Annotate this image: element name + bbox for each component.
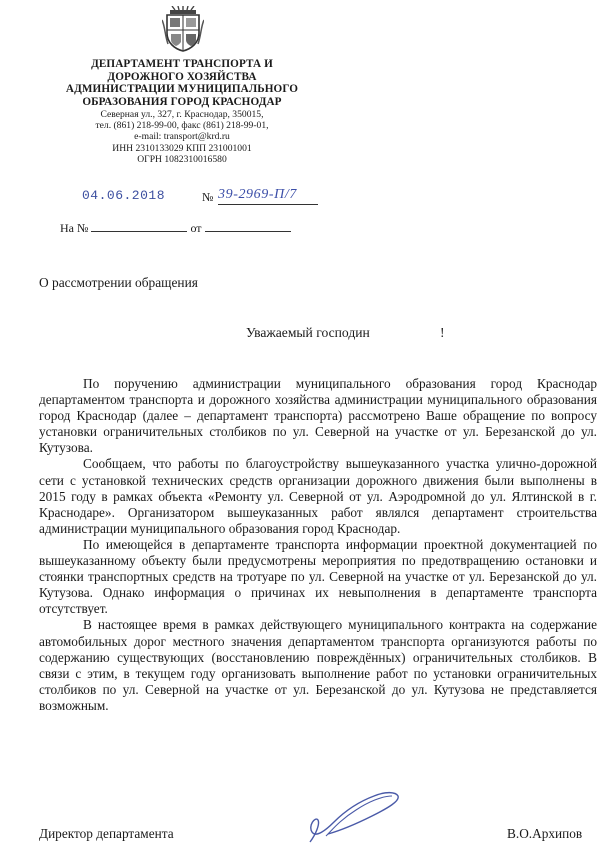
registration-number: 39-2969-П/7	[218, 187, 318, 205]
salutation-greeting: Уважаемый господин	[246, 325, 370, 340]
reference-number-blank	[91, 220, 187, 232]
reference-date-blank	[205, 220, 291, 232]
paragraph-3: По имеющейся в департаменте транспорта информации проектной документацией по вышеуказанному объекту были предусмотрены мероприятия по предотвращению остановки и стоянки транспортных средств на тротуаре по ул. Северной на участке от ул. Березанской до ул. Кутузова. Однако информация о причинах их невыполнения в департаменте транспорта отсутствует.	[39, 536, 597, 617]
reference-date-label: от	[190, 221, 202, 235]
coat-of-arms-emblem	[162, 6, 204, 52]
reference-line	[60, 220, 291, 236]
registration-line	[82, 186, 322, 206]
salutation-exclamation: !	[440, 325, 445, 340]
organization-contacts: Северная ул., 327, г. Краснодар, 350015, тел. (861) 218-99-00, факс (861) 218-99-01, e-mail: transport@krd.ru ИНН 2310133029 КПП 231001001 ОГРН 1082310016580	[95, 109, 269, 165]
letter-body	[39, 376, 597, 714]
organization-name: ДЕПАРТАМЕНТ ТРАНСПОРТА И ДОРОЖНОГО ХОЗЯЙСТВА АДМИНИСТРАЦИИ МУНИЦИПАЛЬНОГО ОБРАЗОВАНИЯ ГОРОД КРАСНОДАР	[65, 58, 299, 108]
letter-subject: О рассмотрении обращения	[39, 275, 198, 290]
paragraph-1: По поручению администрации муниципального образования город Краснодар департаментом транспорта и дорожного хозяйства администрации муниципального образования город Краснодар (далее – департамент транспорта) рассмотрено Ваше обращение по вопросу установки ограничительных столбиков по ул. Северной на участке от ул. Березанской до ул. Кутузова.	[39, 376, 597, 456]
letterhead	[64, 58, 300, 165]
reference-number-label: На №	[60, 221, 89, 235]
paragraph-4: В настоящее время в рамках действующего муниципального контракта на содержание автомобильных дорог местного значения департаментом транспорта организуются работы по содержанию существующих (восстановлению повреждённых) ограничительных столбиков. В связи с этим, в текущем году организовать выполнение работ по установки ограничительных столбиков по ул. Северной на участке от ул. Березанской до ул. Кутузова не представляется возможным.	[39, 617, 597, 713]
registration-number-label: №	[202, 190, 214, 204]
registration-date-stamp: 04.06.2018	[82, 188, 166, 203]
paragraph-2: Сообщаем, что работы по благоустройству вышеуказанного участка улично-дорожной сети с установкой технических средств организации дорожного движения были выполнены в 2015 году в рамках объекта «Ремонту ул. Северной от ул. Аэродромной до ул. Ялтинской в г. Краснодаре». Организатором вышеуказанных работ являлся департамент строительства администрации муниципального образования город Краснодар.	[39, 456, 597, 536]
signatory-name: В.О.Архипов	[507, 826, 583, 841]
signatory-title: Директор департамента	[39, 826, 174, 841]
handwritten-signature	[296, 786, 416, 848]
